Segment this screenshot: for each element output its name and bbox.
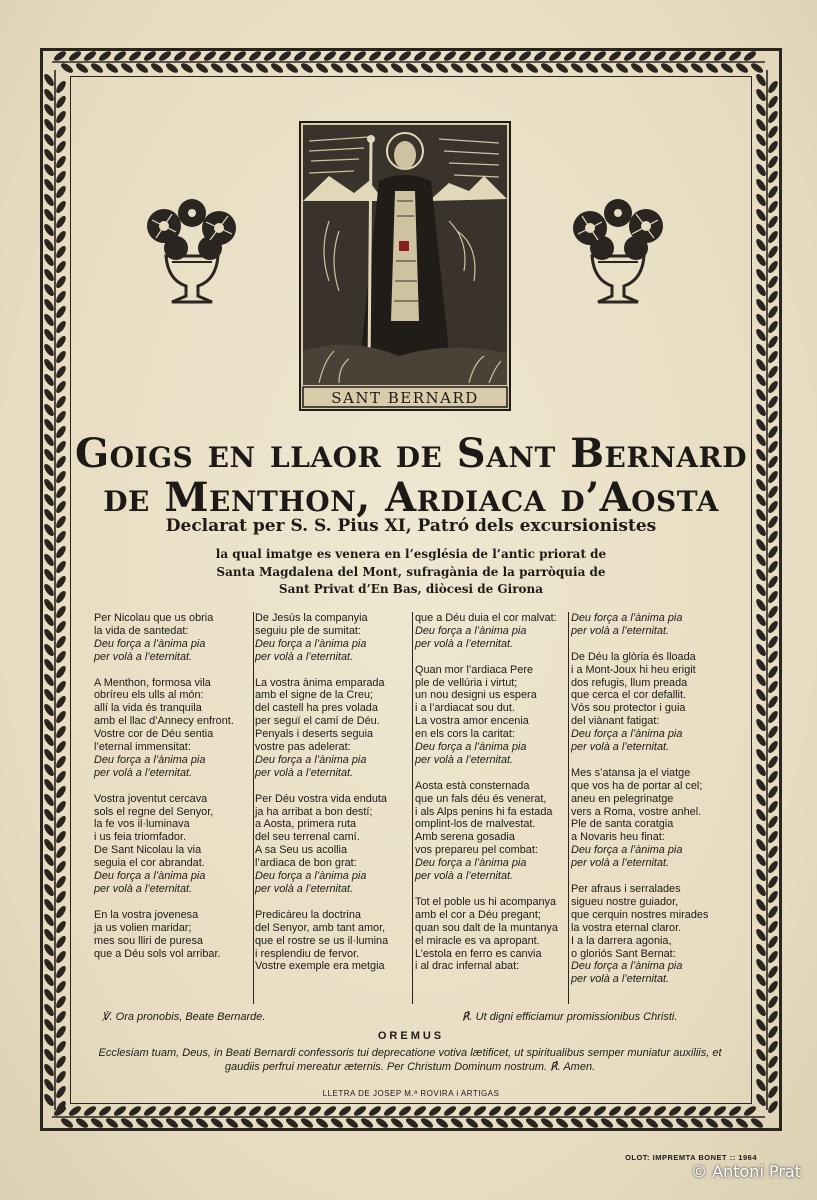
refrain-line: per volà a l’eternitat.	[255, 766, 354, 779]
verse-line: La vostra amor encenia	[415, 715, 529, 728]
stanza-gap	[415, 651, 569, 664]
verse-line: Vostre cor de Déu sentia	[94, 728, 214, 741]
intro-line: la qual imatge es venera en l’església de l’antic priorat de	[215, 547, 607, 561]
verse-line: ple de vellúria i virtut;	[415, 676, 518, 689]
verse-line: A sa Seu us acollia	[255, 844, 348, 857]
refrain-line: Deu força a l’ànima pia	[255, 870, 367, 883]
verse-line: Vostre exemple era metgia	[255, 960, 385, 973]
verse-line: seguiu ple de sumitat:	[255, 624, 361, 637]
verse-line: dos refugis, llum preada	[571, 676, 688, 689]
verse-line: del castell ha pres volada	[255, 702, 378, 715]
verse-line: que a Déu sols vol arribar.	[94, 947, 221, 960]
verse-column-1	[94, 612, 254, 1004]
photo-watermark: © Antoni Prat	[691, 1162, 801, 1181]
refrain-line: Deu força a l’ànima pia	[94, 637, 206, 650]
verse-line: Penyals i deserts seguia	[255, 728, 374, 741]
refrain-line: per volà a l’eternitat.	[415, 753, 514, 766]
refrain-line: Deu força a l’ànima pia	[571, 960, 683, 973]
verse-line: i a l’ardiacat sou dut.	[415, 702, 515, 715]
refrain-line: Deu força a l’ànima pia	[571, 728, 683, 741]
refrain-line: Deu força a l’ànima pia	[94, 753, 206, 766]
verse-line: i a Mont-Joux hi heu erigit	[571, 663, 696, 676]
refrain-line: Deu força a l’ànima pia	[571, 844, 683, 857]
saint-woodcut-image	[299, 121, 511, 411]
verse-line: De Sant Nicolau la via	[94, 844, 202, 857]
verse-line: Per afraus i serralades	[571, 882, 681, 895]
verse-line: obríreu els ulls al món:	[94, 689, 204, 702]
verse-line: mes sou lliri de puresa	[94, 934, 203, 947]
verse-line: del Senyor, amb tant amor,	[255, 921, 386, 934]
verse-line: o gloriós Sant Bernat:	[571, 947, 676, 960]
verse-line: vers a Roma, vostre anhel.	[571, 805, 702, 818]
verse-line: En la vostra jovenesa	[94, 908, 199, 921]
verse-line: Vós sou protector i guia	[571, 702, 686, 715]
stanza-gap	[255, 664, 413, 677]
verse-line: amb el cor a Déu pregant;	[415, 908, 541, 921]
verse-line: que el rostre se us il·lumina	[255, 934, 389, 947]
stanza-gap	[255, 780, 413, 793]
verse-line: ja ha arribat a bon destí;	[255, 805, 373, 818]
verse-line: Mes s’atansa ja el viatge	[571, 766, 691, 779]
verse-line: Aosta està consternada	[415, 779, 530, 792]
refrain-line: per volà a l’eternitat.	[415, 870, 514, 883]
verse-line: De Déu la glòria és lloada	[571, 650, 696, 663]
verse-line: que cerca el cor defallit.	[571, 689, 687, 702]
verse-line: amb el signe de la Creu;	[255, 689, 374, 702]
verse-line: que un fals déu és venerat,	[415, 792, 547, 805]
refrain-line: per volà a l’eternitat.	[415, 637, 514, 650]
stanza-gap	[415, 767, 569, 780]
verse-line: Ple de santa coratgia	[571, 818, 674, 831]
verse-line: La vostra ànima emparada	[255, 676, 385, 689]
verse-column-4	[571, 612, 728, 1004]
refrain-line: per volà a l’eternitat.	[255, 883, 354, 895]
verse-line: A Menthon, formosa vila	[94, 676, 211, 689]
refrain-line: per volà a l’eternitat.	[571, 973, 670, 986]
verse-line: que a Déu duia el cor malvat:	[415, 612, 557, 624]
title-line-1: Goigs en llaor de Sant Bernard	[74, 430, 748, 477]
subtitle: Declarat per S. S. Pius XI, Patró dels excursionistes	[165, 516, 657, 536]
stanza-gap	[94, 780, 254, 793]
stanza-gap	[571, 870, 728, 883]
verse-line: sigueu nostre guiador,	[571, 895, 679, 908]
verse-line: omplint-los de malvestat.	[415, 818, 536, 831]
verse-line: i us feia triomfador.	[94, 831, 187, 844]
verse-line: l’eternal immensitat:	[94, 741, 191, 754]
stanza-gap	[94, 896, 254, 909]
stanza-gap	[94, 664, 254, 677]
refrain-line: per volà a l’eternitat.	[571, 624, 670, 637]
verse-line: Vostra joventut cercava	[94, 792, 208, 805]
title-line-2: de Menthon, Ardiaca d’Aosta	[103, 474, 719, 521]
verse-line: aneu en pelegrinatge	[571, 792, 674, 805]
verse-line: L’estola en ferro es canvia	[415, 947, 542, 960]
verse-line: vos prepareu pel combat:	[415, 844, 538, 857]
refrain-line: Deu força a l’ànima pia	[94, 870, 206, 883]
verse-line: Tot el poble us hi acompanya	[415, 895, 557, 908]
verse-line: que vos ha de portar al cel;	[571, 779, 703, 792]
verse-line: el miracle es va apropant.	[415, 934, 540, 947]
refrain-line: per volà a l’eternitat.	[571, 857, 670, 870]
verse-line: a Novaris heu finat:	[571, 831, 665, 844]
intro-text	[70, 546, 752, 599]
stanza-gap	[255, 896, 413, 909]
verse-line: ja us volien maridar;	[94, 921, 192, 934]
verse-line: sols el regne del Senyor,	[94, 805, 214, 818]
column-divider	[253, 612, 254, 1004]
column-divider	[412, 612, 413, 1004]
refrain-line: Deu força a l’ànima pia	[415, 624, 527, 637]
refrain-line: per volà a l’eternitat.	[571, 741, 670, 754]
printer-credit: OLOT: IMPREMTA BONET :: 1964	[625, 1153, 757, 1162]
verse-line: allí la vida és tranquila	[94, 702, 202, 715]
verse-line: a Aosta, primera ruta	[255, 818, 357, 831]
verses-block	[94, 612, 726, 1004]
verse-line: Predicàreu la doctrina	[255, 908, 361, 921]
refrain-line: Deu força a l’ànima pia	[571, 612, 683, 624]
image-caption: SANT BERNARD	[331, 389, 479, 407]
flower-vase-right	[568, 198, 668, 310]
refrain-line: per volà a l’eternitat.	[94, 650, 193, 663]
verse-line: vostre pas adelerat:	[255, 741, 351, 754]
verse-line: la vostra eternal claror.	[571, 921, 682, 934]
refrain-line: Deu força a l’ànima pia	[255, 637, 367, 650]
verse-line: Amb serena gosadia	[415, 831, 515, 844]
refrain-line: per volà a l’eternitat.	[94, 883, 193, 895]
verse-line: la vida de santedat:	[94, 624, 189, 637]
verse-line: la fe vos il·luminava	[94, 818, 190, 831]
verse-line: i resplendiu de fervor.	[255, 947, 360, 960]
refrain-line: per volà a l’eternitat.	[94, 766, 193, 779]
stanza-gap	[415, 883, 569, 896]
intro-line: Santa Magdalena del Mont, sufragània de la parròquia de	[216, 564, 606, 579]
verse-line: Per Déu vostra vida enduta	[255, 792, 387, 805]
verse-line: i als Alps penins hi fa estada	[415, 805, 553, 818]
verse-line: quan sou dalt de la muntanya	[415, 921, 558, 934]
verse-line: Quan mor l’ardiaca Pere	[415, 663, 534, 676]
intro-line: Sant Privat d’En Bas, diòcesi de Girona	[278, 582, 544, 596]
flower-vase-left	[142, 198, 242, 310]
stanza-gap	[571, 754, 728, 767]
verse-line: amb el llac d’Annecy enfront.	[94, 715, 234, 728]
response: ℟. Ut digni efficiamur promissionibus Christi.	[462, 1011, 678, 1023]
refrain-line: per volà a l’eternitat.	[255, 650, 354, 663]
lyrics-credit: LLETRA DE JOSEP M.ª ROVIRA i ARTIGAS	[322, 1089, 500, 1098]
verse-line: Per Nicolau que us obria	[94, 612, 214, 624]
verse-line: en els cors la caritat:	[415, 728, 515, 741]
oremus-heading: OREMUS	[377, 1030, 445, 1042]
verse-line: que cerquin nostres mirades	[571, 908, 709, 921]
verse-line: del viànant fatigat:	[571, 715, 660, 728]
refrain-line: Deu força a l’ànima pia	[415, 857, 527, 870]
verse-line: del seu terrenal camí.	[255, 831, 360, 844]
column-divider	[568, 612, 569, 1004]
verse-line: per seguï el camí de Déu.	[255, 715, 380, 728]
refrain-line: Deu força a l’ànima pia	[255, 753, 367, 766]
refrain-line: Deu força a l’ànima pia	[415, 741, 527, 754]
versicle: ℣. Ora pronobis, Beate Bernarde.	[102, 1011, 266, 1023]
verse-line: seguia el cor abrandat.	[94, 857, 205, 870]
stanza-gap	[571, 638, 728, 651]
verse-column-2	[255, 612, 413, 1004]
verse-column-3	[415, 612, 569, 1004]
verse-line: un nou designi us espera	[415, 689, 537, 702]
verse-line: I a la darrera agonia,	[571, 934, 672, 947]
verse-line: De Jesús la companyia	[255, 612, 368, 624]
closing-prayer: Ecclesiam tuam, Deus, in Beati Bernardi confessoris tui deprecatione votiva lætificet, ut spiritualibus semper muniatur auxiliis, et gaudiis perfrui mereatur æternis. Per Christum Dominum nostrum. ℟. Amen.	[98, 1047, 722, 1073]
verse-line: l’ardiaca de bon grat:	[255, 857, 357, 870]
verse-line: i al drac infernal abat:	[415, 960, 520, 973]
